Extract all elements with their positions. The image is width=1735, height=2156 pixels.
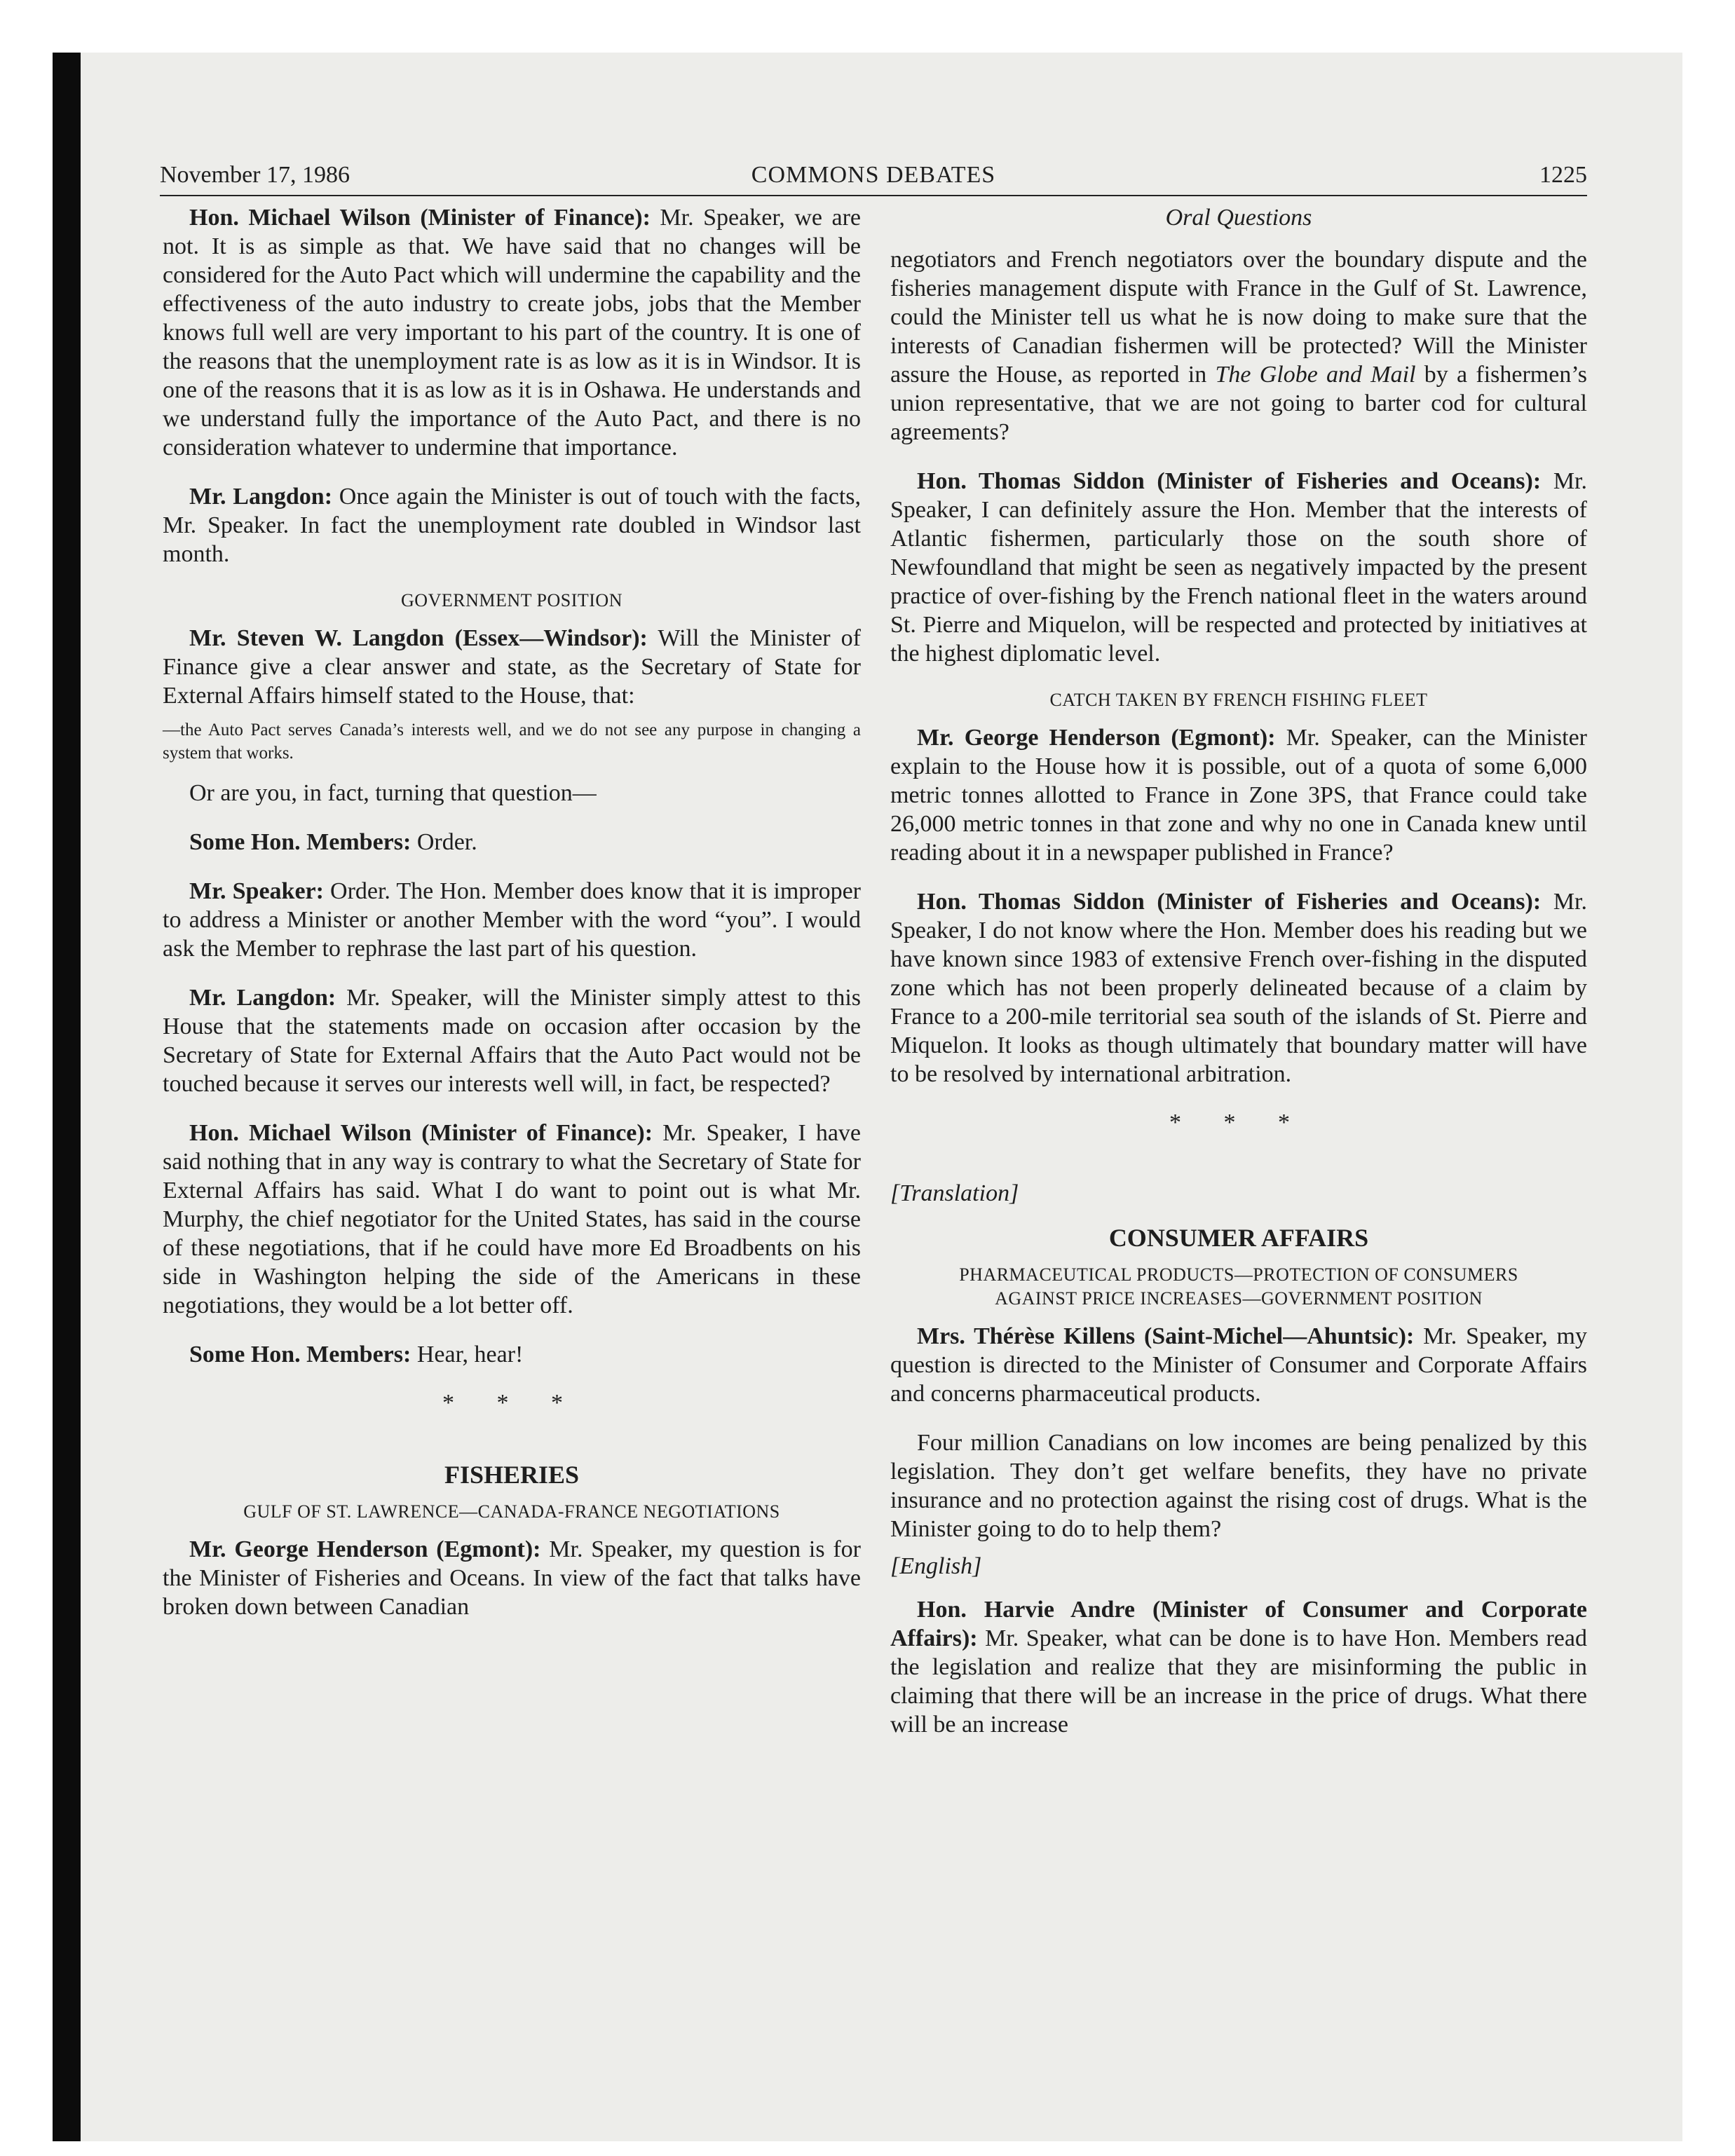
paragraph	[890, 1595, 1587, 1739]
speech-text: negotiators and French negotiators over the boundary dispute and the fisheries management dispute with France in the Gulf of St. Lawrence, could the Minister tell us what he is now doing to make sure that the interests of Canadian fishermen will be protected? Will the Minister assure the House, as reported in	[890, 247, 1587, 388]
speaker-name: Mr. Steven W. Langdon (Essex—Windsor):	[189, 625, 648, 651]
paragraph: Four million Canadians on low incomes are being penalized by this legislation. They don’t get welfare benefits, they have no private insurance and no protection against the rising cost of drugs. What is the Minister going to do to help them?	[890, 1430, 1587, 1542]
speech-text: by a fishermen’s union representative, that we are not going to barter cod for cultural agreements?	[890, 362, 1588, 445]
paragraph	[890, 467, 1587, 668]
block-quote: —the Auto Pact serves Canada’s interests well, and we do not see any purpose in changing a system that works.	[163, 721, 861, 763]
right-column	[890, 203, 1587, 1759]
paragraph	[890, 1322, 1587, 1408]
paragraph	[163, 624, 861, 710]
paragraph	[163, 203, 861, 462]
paragraph	[163, 1340, 861, 1369]
speaker-name: Hon. Michael Wilson (Minister of Finance):	[189, 205, 651, 231]
running-header	[160, 160, 1587, 196]
section-heading: CONSUMER AFFAIRS	[1108, 1224, 1369, 1252]
speaker-name: Hon. Harvie Andre (Minister of Consumer and Corporate Affairs):	[890, 1597, 1587, 1651]
speech-text: Mr. Speaker, I can definitely assure the Hon. Member that the interests of Atlantic fishermen, particularly those on the south shore of Newfoundland that might be seen as negatively impacted by the present practice of over-fishing by the French national fleet in the waters around St. Pierre and Miquelon, will be respected and protected by initiatives at the highest diplomatic level.	[890, 468, 1587, 667]
speech-text: Mr. Speaker, I have said nothing that in any way is contrary to what the Secretary of State for External Affairs has said. What I do want to point out is what Mr. Murphy, the chief negotiator for the United States, has said in the course of these negotiations, that if he could have more Ed Broadbents on his side in Washington helping the side of the Americans in these negotiations, they would be a lot better off.	[163, 1120, 861, 1318]
speaker-name: Some Hon. Members:	[189, 829, 411, 855]
paragraph	[163, 828, 861, 857]
paragraph	[890, 245, 1587, 446]
speaker-name: Some Hon. Members:	[189, 1342, 411, 1367]
language-tag: [Translation]	[890, 1180, 1019, 1206]
speaker-name: Hon. Thomas Siddon (Minister of Fisheries and Oceans):	[917, 889, 1542, 915]
speech-text: Mr. Speaker, what can be done is to have Hon. Members read the legislation and realize that they are misinforming the public in claiming that there will be an increase in the price of drugs. What there will be an increase	[890, 1625, 1587, 1738]
paragraph	[890, 723, 1587, 867]
paragraph	[163, 877, 861, 963]
section-subheading: GULF OF ST. LAWRENCE—CANADA-FRANCE NEGOTIATIONS	[243, 1501, 780, 1522]
binding-edge	[53, 53, 81, 2141]
paragraph	[890, 887, 1587, 1089]
paragraph: Or are you, in fact, turning that question—	[189, 780, 597, 806]
language-tag: [English]	[890, 1553, 982, 1579]
page-number: 1225	[1539, 162, 1587, 188]
section-heading: FISHERIES	[444, 1461, 580, 1489]
section-running-title: Oral Questions	[1165, 205, 1312, 231]
speech-text: Mr. Speaker, my question is directed to the Minister of Consumer and Corporate Affairs and concerns pharmaceutical products.	[890, 1323, 1587, 1407]
speaker-name: Mr. George Henderson (Egmont):	[917, 725, 1276, 751]
section-break: * * *	[442, 1390, 581, 1416]
header-date: November 17, 1986	[160, 162, 351, 188]
section-break: * * *	[1169, 1110, 1308, 1135]
section-subheading: PHARMACEUTICAL PRODUCTS—PROTECTION OF CONSUMERS	[959, 1264, 1518, 1285]
speaker-name: Hon. Michael Wilson (Minister of Finance):	[189, 1120, 653, 1146]
speech-text: Order. The Hon. Member does know that it is improper to address a Minister or another Member with the word “you”. I would ask the Member to rephrase the last part of his question.	[163, 878, 862, 962]
paragraph	[163, 1119, 861, 1320]
speech-text: Mr. Speaker, my question is for the Minister of Fisheries and Oceans. In view of the fact that talks have broken down between Canadian	[163, 1536, 861, 1620]
paragraph	[163, 482, 861, 568]
speech-text: Mr. Speaker, I do not know where the Hon. Member does his reading but we have known since 1983 of extensive French over-fishing in the disputed zone which has not been properly delineated because of a claim by France to a 200-mile territorial sea south of the islands of St. Pierre and Miquelon. It looks as though ultimately that boundary matter will have to be resolved by international arbitration.	[890, 889, 1587, 1087]
section-subheading: AGAINST PRICE INCREASES—GOVERNMENT POSITION	[995, 1288, 1483, 1309]
speech-text: Mr. Speaker, can the Minister explain to the House how it is possible, out of a quota of some 6,000 metric tonnes allotted to France in Zone 3PS, that France could take 26,000 metric tonnes in that zone and why no one in Canada knew until reading about it in a newspaper published in France?	[890, 725, 1587, 866]
speech-text: Will the Minister of Finance give a clear answer and state, as the Secretary of State for External Affairs himself stated to the House, that:	[163, 625, 861, 709]
speaker-name: Mrs. Thérèse Killens (Saint-Michel—Ahuntsic):	[917, 1323, 1415, 1349]
speech-text: Mr. Speaker, we are not. It is as simple as that. We have said that no changes will be considered for the Auto Pact which will undermine the capability and the effectiveness of the auto industry to create jobs, jobs that the Member knows full well are very important to his part of the country. It is one of the reasons that the unemployment rate is as low as it is in Windsor. It is one of the reasons that it is as low as it is in Oshawa. He understands and we understand fully the importance of the Auto Pact, and there is no consideration whatever to undermine that importance.	[163, 205, 861, 460]
paragraph	[163, 1535, 861, 1621]
paragraph	[163, 983, 861, 1098]
section-subheading: GOVERNMENT POSITION	[401, 590, 622, 610]
speaker-name: Hon. Thomas Siddon (Minister of Fisheries and Oceans):	[917, 468, 1542, 494]
speaker-name: Mr. Speaker:	[189, 878, 324, 904]
speaker-name: Mr. Langdon:	[189, 484, 333, 510]
section-subheading: CATCH TAKEN BY FRENCH FISHING FLEET	[1049, 690, 1428, 710]
speech-text: Once again the Minister is out of touch with the facts, Mr. Speaker. In fact the unemployment rate doubled in Windsor last month.	[163, 484, 862, 567]
header-publication: COMMONS DEBATES	[751, 162, 996, 188]
newspaper-title: The Globe and Mail	[1215, 362, 1416, 388]
left-column	[163, 203, 861, 1642]
speech-text: Order.	[411, 829, 477, 855]
speaker-name: Mr. George Henderson (Egmont):	[189, 1536, 541, 1562]
speaker-name: Mr. Langdon:	[189, 985, 336, 1011]
speech-text: Hear, hear!	[411, 1342, 524, 1367]
speech-text: Mr. Speaker, will the Minister simply attest to this House that the statements made on occasion after occasion by the Secretary of State for External Affairs that the Auto Pact would not be touched because it serves our interests well will, in fact, be respected?	[163, 985, 862, 1097]
